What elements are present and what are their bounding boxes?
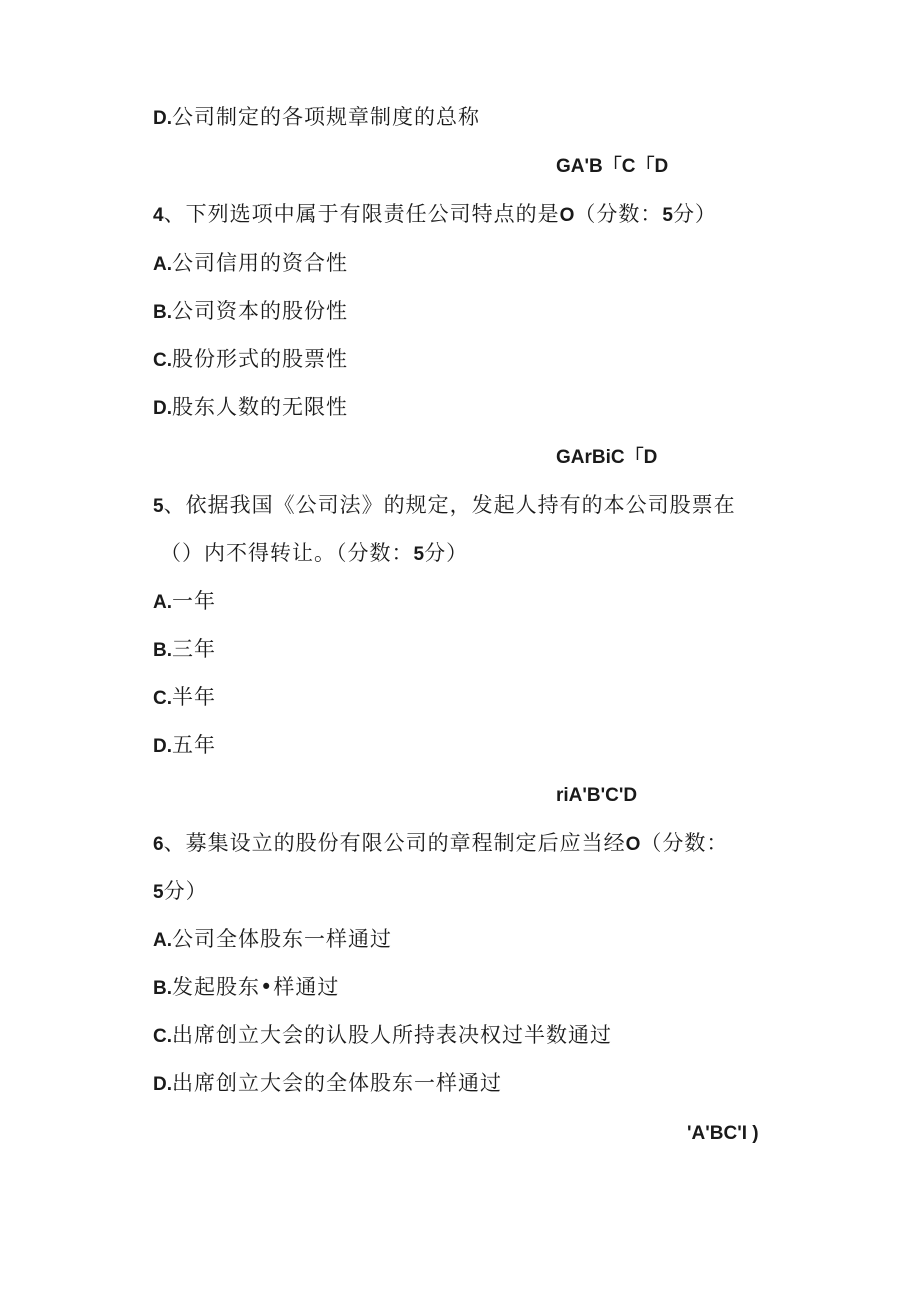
answer-blank: O [625,834,641,855]
score-unit: 分） [163,879,208,903]
option-text: 公司全体股东一样通过 [172,927,392,951]
option-text: 公司信用的资合性 [172,251,348,275]
q6-option-c [153,1021,612,1051]
q6-option-b [153,973,339,1003]
option-text: 公司资本的股份性 [172,299,348,323]
option-letter: A. [153,930,172,951]
option-text: 发起股东•样通过 [172,975,340,999]
q6-option-a [153,925,392,955]
question-text: 、依据我国《公司法》的规定，发起人持有的本公司股票在 [163,493,736,517]
question-6-line1 [153,829,728,859]
option-text: 股份形式的股票性 [172,347,348,371]
option-text: 一年 [172,589,216,613]
option-letter: B. [153,978,172,999]
option-text: 三年 [172,637,216,661]
question-6-line2 [153,877,208,907]
q3-option-d [153,103,480,133]
option-text: 半年 [172,685,216,709]
question-text: 、下列选项中属于有限责任公司特点的是 [163,202,560,226]
option-text: 公司制定的各项规章制度的总称 [172,105,480,129]
question-text-cont: （）内不得转让。（分数： [160,541,414,565]
question-5-line2 [160,539,468,569]
option-letter: B. [153,302,172,323]
answer-q3: GA'B「C「D [556,156,669,177]
question-number: 4 [153,205,164,226]
option-text: 股东人数的无限性 [172,395,348,419]
q5-option-b [153,635,216,665]
option-letter: C. [153,688,172,709]
option-letter: B. [153,640,172,661]
q5-option-d [153,731,216,761]
question-number: 5 [153,496,164,517]
option-letter: A. [153,254,172,275]
q6-option-d [153,1069,502,1099]
question-number: 6 [153,834,164,855]
option-letter: D. [153,108,172,129]
q5-option-c [153,683,216,713]
q5-option-a [153,587,216,617]
score-label: （分数： [640,831,729,855]
option-letter: C. [153,1026,172,1047]
question-5-line1 [153,491,736,521]
question-text: 、募集设立的股份有限公司的章程制定后应当经 [163,831,626,855]
option-text: 出席创立大会的认股人所持表决权过半数通过 [172,1023,612,1047]
score-value: 5 [153,882,164,903]
question-4 [153,200,717,230]
answer-blank: O [559,205,575,226]
answer-q5: riA'B'C'D [556,785,638,806]
answer-q4: GArBiC「D [556,447,658,468]
option-text: 出席创立大会的全体股东一样通过 [172,1071,502,1095]
score-value: 5 [413,544,425,565]
option-letter: D. [153,398,172,419]
score-value: 5 [662,205,673,226]
option-text: 五年 [172,733,216,757]
q4-option-b [153,297,348,327]
option-letter: A. [153,592,172,613]
score-label: （分数： [574,202,663,226]
score-unit: 分） [424,541,469,565]
option-letter: D. [153,1074,172,1095]
answer-q6: 'A'BC'I ) [687,1123,759,1144]
option-letter: D. [153,736,172,757]
q4-option-c [153,345,348,375]
score-unit: 分） [672,202,717,226]
q4-option-d [153,393,348,423]
option-letter: C. [153,350,172,371]
q4-option-a [153,249,348,279]
